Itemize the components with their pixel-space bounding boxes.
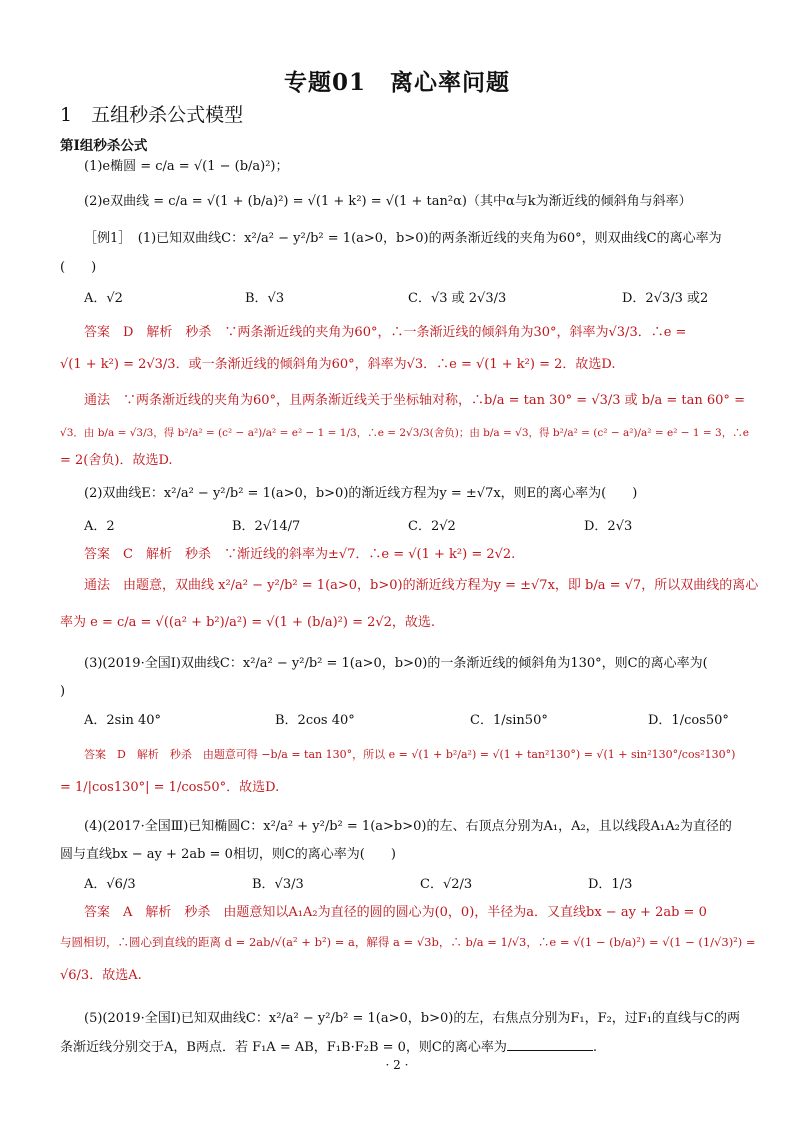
page-title: 专题01 离心率问题 [283, 69, 510, 96]
text-line: C．1/sin50° [470, 713, 548, 728]
text-line: ［例1］ (1)已知双曲线C：x²/a² − y²/b² = 1(a>0，b>0)的两条渐近线的夹角为60°，则双曲线C的离心率为 [84, 231, 722, 246]
text-line: D．1/cos50° [648, 713, 729, 728]
solution-line: 通法 ∵两条渐近线的夹角为60°，且两条渐近线关于坐标轴对称，∴b/a = tan 30° = √3/3 或 b/a = tan 60° = [84, 393, 745, 408]
text-line: B．2cos 40° [275, 713, 355, 728]
solution-line: √6/3．故选A. [60, 968, 142, 983]
solution-line: 答案 C 解析 秒杀 ∵渐近线的斜率为±√7．∴e = √(1 + k²) = 2√2. [84, 547, 516, 562]
text-line: C．√3 或 2√3/3 [408, 291, 507, 306]
solution-line: √3．由 b/a = √3/3，得 b²/a² = (c² − a²)/a² = e² − 1 = 1/3，∴e = 2√3/3(舍负)；由 b/a = √3，得 b²/a² = (c² − a²)/a² = e² − 1 = 3，∴e [60, 427, 749, 439]
text-line: A．2sin 40° [84, 713, 162, 728]
text-line: A．2 [84, 519, 115, 534]
text-line: (5)(2019·全国Ⅰ)已知双曲线C：x²/a² − y²/b² = 1(a>0，b>0)的左，右焦点分别为F₁，F₂，过F₁的直线与C的两 [84, 1011, 740, 1026]
solution-line: 答案 D 解析 秒杀 由题意可得 −b/a = tan 130°，所以 e = √(1 + b²/a²) = √(1 + tan²130°) = √(1 + sin²130°/cos²130°) [84, 748, 736, 761]
text-line: B．√3 [245, 291, 285, 306]
answer-blank [507, 1038, 593, 1051]
text-line: D．2√3 [584, 519, 633, 534]
solution-line: 率为 e = c/a = √((a² + b²)/a²) = √(1 + (b/a)²) = 2√2，故选. [60, 615, 436, 630]
text-line: (2)双曲线E：x²/a² − y²/b² = 1(a>0，b>0)的渐近线方程为y = ±√7x，则E的离心率为( ) [84, 486, 638, 501]
solution-line: = 2(舍负)．故选D. [60, 453, 173, 468]
text-line: A．√2 [84, 291, 123, 306]
text-line: C．2√2 [408, 519, 456, 534]
solution-line: 与圆相切，∴圆心到直线的距离 d = 2ab/√(a² + b²) = a，解得 a = √3b，∴ b/a = 1/√3，∴e = √(1 − (b/a)²) = √(1 − (1/√3)²) = [60, 935, 756, 949]
text-line: (1)e椭圆 = c/a = √(1 − (b/a)²)； [84, 159, 289, 174]
text-line: A．√6/3 [84, 877, 136, 892]
section-heading: 1 五组秒杀公式模型 [60, 104, 244, 126]
solution-line: = 1/|cos130°| = 1/cos50°．故选D. [60, 780, 280, 795]
text-line: (3)(2019·全国Ⅰ)双曲线C：x²/a² − y²/b² = 1(a>0，b>0)的一条渐近线的倾斜角为130°，则C的离心率为( [84, 656, 708, 671]
text-line: (4)(2017·全国Ⅲ)已知椭圆C：x²/a² + y²/b² = 1(a>b>0)的左、右顶点分别为A₁，A₂，且以线段A₁A₂为直径的 [84, 819, 732, 834]
solution-line: 答案 A 解析 秒杀 由题意知以A₁A₂为直径的圆的圆心为(0，0)，半径为a．又直线bx − ay + 2ab = 0 [84, 905, 707, 920]
text-line: D．1/3 [588, 877, 633, 892]
text-line: B．√3/3 [252, 877, 304, 892]
text-line: 条渐近线分别交于A，B两点．若 F₁A = AB，F₁B·F₂B = 0，则C的离心率为 . [60, 1040, 598, 1055]
text-line: D．2√3/3 或2 [622, 291, 709, 306]
text-line: ( ) [60, 260, 97, 275]
subsection-heading: 第Ⅰ组秒杀公式 [60, 138, 148, 154]
solution-line: √(1 + k²) = 2√3/3．或一条渐近线的倾斜角为60°，斜率为√3．∴e = √(1 + k²) = 2．故选D. [60, 357, 616, 372]
page-number: · 2 · [385, 1058, 409, 1072]
text-line: B．2√14/7 [232, 519, 301, 534]
solution-line: 答案 D 解析 秒杀 ∵两条渐近线的夹角为60°，∴一条渐近线的倾斜角为30°，斜率为√3/3．∴e = [84, 325, 687, 340]
text-line: (2)e双曲线 = c/a = √(1 + (b/a)²) = √(1 + k²) = √(1 + tan²α)（其中α与k为渐近线的倾斜角与斜率） [84, 194, 692, 209]
solution-line: 通法 由题意，双曲线 x²/a² − y²/b² = 1(a>0，b>0)的渐近线方程为y = ±√7x，即 b/a = √7，所以双曲线的离心 [84, 578, 759, 593]
text-line: ) [60, 684, 66, 699]
text-line: C．√2/3 [420, 877, 473, 892]
period: . [592, 1040, 598, 1055]
text-line: 圆与直线bx − ay + 2ab = 0相切，则C的离心率为( ) [60, 847, 396, 862]
